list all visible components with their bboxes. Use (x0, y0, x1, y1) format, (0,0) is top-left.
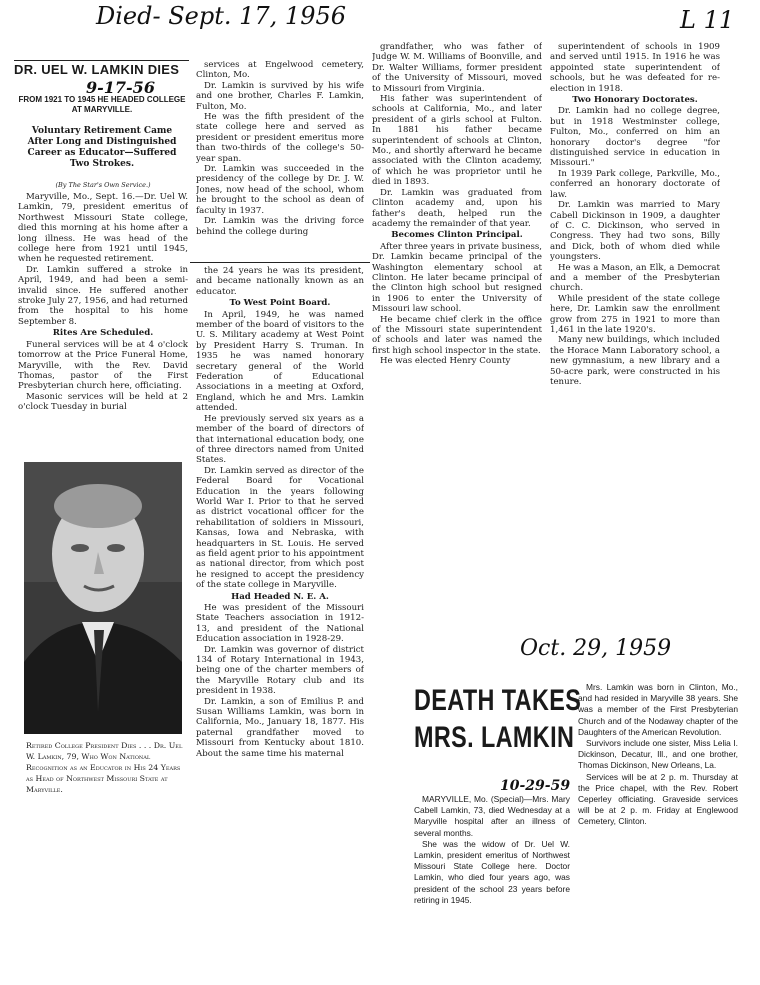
paragraph: superintendent of schools in 1909 and served until 1915. In 1916 he was appointed state superintendent of schools, but he was defeated for re-election in 1918. (550, 42, 720, 94)
article1-column-1 (18, 192, 188, 454)
paragraph: Funeral services will be at 4 o'clock tomorrow at the Price Funeral Home, Maryville, with the Rev. David Thomas, pastor of the First Presbyterian church here, officiating. (18, 339, 188, 392)
handwritten-died-date: Died- Sept. 17, 1956 (96, 2, 347, 30)
handwritten-mrs-date: 10-29-59 (500, 778, 571, 794)
paragraph: Dr. Lamkin suffered a stroke in April, 1949, and had been a semi-invalid since. He suffered another stroke July 27, 1956, and had returned from the hospital to his home September 8. (18, 264, 188, 327)
article2-column-2 (578, 682, 738, 922)
paragraph: He was elected Henry County (380, 356, 511, 367)
handwritten-oct-date: Oct. 29, 1959 (520, 636, 672, 661)
article2-headline-line1: DEATH TAKES (414, 684, 582, 717)
paragraph: Mrs. Lamkin was born in Clinton, Mo., and had resided in Maryville 38 years. She was a member of the First Presbyterian Church and of the Nodaway chapter of the Daughters of the American Revolution. (578, 682, 738, 737)
paragraph: After three years in private business, Dr. Lamkin became principal of the Washington elementary school at Clinton. He later became principal of the Clinton high school but resigned in 1906 to enter the University of Missouri law school. (372, 241, 542, 315)
headline-rule (14, 60, 189, 61)
column-rule (190, 262, 370, 263)
paragraph: Many new buildings, which included the Horace Mann Laboratory school, a new gymnasium, a new library and a 50-acre park, were constructed in his tenure. (550, 335, 720, 387)
paragraph: He was a Mason, an Elk, a Democrat and a member of the Presbyterian church. (550, 262, 720, 294)
paragraph: the 24 years he was its president, and became nationally known as an educator. (196, 266, 364, 297)
rites-subhead: Rites Are Scheduled. (52, 328, 154, 339)
article1-column-2 (196, 60, 364, 258)
paragraph: grandfather, who was father of Judge W. M. Williams of Boonville, and Dr. Walter Williams, former president of the University of Missouri, moved to Missouri from Virginia. (372, 42, 542, 94)
paragraph: Maryville, Mo., Sept. 16.—Dr. Uel W. Lamkin, 79, president emeritus of Northwest Missouri State college, died this morning at his home after a long illness. He was head of the college here from 1921 until 1945, when he requested retirement. (18, 192, 188, 265)
paragraph: He previously served six years as a member of the board of directors of that international education body, one of three directors named from United States. (196, 413, 364, 466)
paragraph: Dr. Lamkin was governor of district 134 of Rotary International in 1943, being one of the charter members of the Maryville Rotary club and its president in 1938. (196, 644, 364, 697)
nea-subhead: Had Headed N. E. A. (231, 591, 329, 602)
paragraph: Dr. Lamkin was succeeded in the presidency of the college by Dr. J. W. Jones, now head of the school, whom he brought to the school as dean of faculty in 1937. (196, 164, 364, 216)
article2-column-1 (414, 794, 570, 912)
paragraph: He became chief clerk in the office of the Missouri state superintendent of schools and later was named the first high school inspector in the state. (372, 314, 542, 356)
doctorates-subhead: Two Honorary Doctorates. (572, 95, 698, 106)
paragraph: Dr. Lamkin served as director of the Federal Board for Vocational Education in the years following World War I. Prior to that he served as district vocational officer for the rehabilitation of soldiers in Missouri, Kansas, Iowa and Nebraska, with headquarters in St. Louis. He served as field agent prior to his appointment as national director, from which post he resigned to accept the presidency of the state college in Maryville. (196, 465, 364, 591)
paragraph: Dr. Lamkin, a son of Emilius P. and Susan Williams Lamkin, was born in California, Mo., January 18, 1877. His paternal grandfather moved to Missouri from Kentucky about 1810. About the same time his maternal (196, 696, 364, 759)
paragraph: In April, 1949, he was named member of the board of visitors to the U. S. Military academy at West Point by President Harry S. Truman. In 1935 he was named honorary secretary general of the World Federation of Educational Associations in a meeting at Oxford, England, which he and Mrs. Lamkin attended. (196, 309, 364, 414)
handwritten-headline-date: 9-17-56 (86, 78, 155, 97)
article2-headline-line2: MRS. LAMKIN (414, 721, 575, 754)
paragraph: Masonic services will be held at 2 o'clock Tuesday in burial (18, 391, 188, 413)
paragraph: Dr. Lamkin had no college degree, but in 1918 Westminster college, Fulton, Mo., conferred on him an honorary doctor's degree "for distinguished service in education in Missouri." (550, 106, 720, 169)
article1-subhead: FROM 1921 TO 1945 HE HEADED COLLEGE AT MARYVILLE. (18, 95, 186, 114)
paragraph: Dr. Lamkin is survived by his wife and one brother, Charles F. Lamkin, Fulton, Mo. (196, 80, 364, 112)
article1-headline: DR. UEL W. LAMKIN DIES (14, 62, 180, 77)
westpoint-subhead: To West Point Board. (229, 298, 331, 309)
article1-column-3 (372, 42, 542, 454)
paragraph: services at Engelwood cemetery, Clinton, Mo. (196, 60, 364, 81)
paragraph: Dr. Lamkin was graduated from Clinton academy and, upon his father's death, helped run the academy the remainder of that year. (372, 187, 542, 229)
clinton-subhead: Becomes Clinton Principal. (391, 230, 523, 241)
paragraph: She was the widow of Dr. Uel W. Lamkin, president emeritus of Northwest Missouri State College here. Doctor Lamkin, who died four years ago, was president of the school 23 years before retiring in 1945. (414, 838, 570, 905)
paragraph: In 1939 Park college, Parkville, Mo., conferred an honorary doctorate of law. (550, 168, 720, 200)
paragraph: While president of the state college here, Dr. Lamkin saw the enrollment grow from 275 in 1921 to more than 1,461 in the late 1920's. (550, 293, 720, 335)
paragraph: He was the fifth president of the state college here and served as president or president emeritus more than two-thirds of the college's 50-year span. (196, 112, 364, 164)
paragraph: His father was superintendent of schools at California, Mo., and later president of a girls school at Fulton. In 1881 his father became superintendent of schools at Clinton, Mo., and shortly afterward he became associated with the Clinton academy, of which he was proprietor until he died in 1893. (372, 94, 542, 188)
paragraph: Dr. Lamkin was the driving force behind the college during (196, 216, 364, 237)
article1-column-4 (550, 42, 720, 454)
article1-byline: (By The Star's Own Service.) (55, 181, 151, 189)
article1-deck: Voluntary Retirement Came After Long and Distinguished Career as Educator—Suffered Two Strokes. (27, 126, 177, 169)
paragraph: Dr. Lamkin was married to Mary Cabell Dickinson in 1909, a daughter of C. C. Dickinson, who served in Congress. They had two sons, Billy and Dick, both of whom died while youngsters. (550, 200, 720, 263)
paragraph: He was president of the Missouri State Teachers association in 1912-13, and president of the National Education association in 1928-29. (196, 603, 364, 645)
paragraph: MARYVILLE, Mo. (Special)—Mrs. Mary Cabell Lamkin, 73, died Wednesday at a Maryville hospital after an illness of several months. (414, 794, 570, 838)
article1-column-2-continued (196, 266, 364, 838)
handwritten-page-mark: L 11 (680, 6, 735, 34)
photo-caption: Retired College President Dies . . . Dr. Uel W. Lamkin, 79, Who Won National Recognition as an Educator in His 24 Years as Head of Northwest Missouri State at Maryville. (26, 741, 183, 794)
paragraph: Services will be at 2 p. m. Thursday at the Price chapel, with the Rev. Robert Ceperley officiating. Graveside services will be at 2 p. m. Friday at Englewood Cemetery, Clinton. (578, 771, 738, 827)
paragraph: Survivors include one sister, Miss Lelia I. Dickinson, Decatur, Ill., and one brother, Thomas Dickinson, New Orleans, La. (578, 738, 738, 771)
portrait-photo (24, 462, 182, 734)
